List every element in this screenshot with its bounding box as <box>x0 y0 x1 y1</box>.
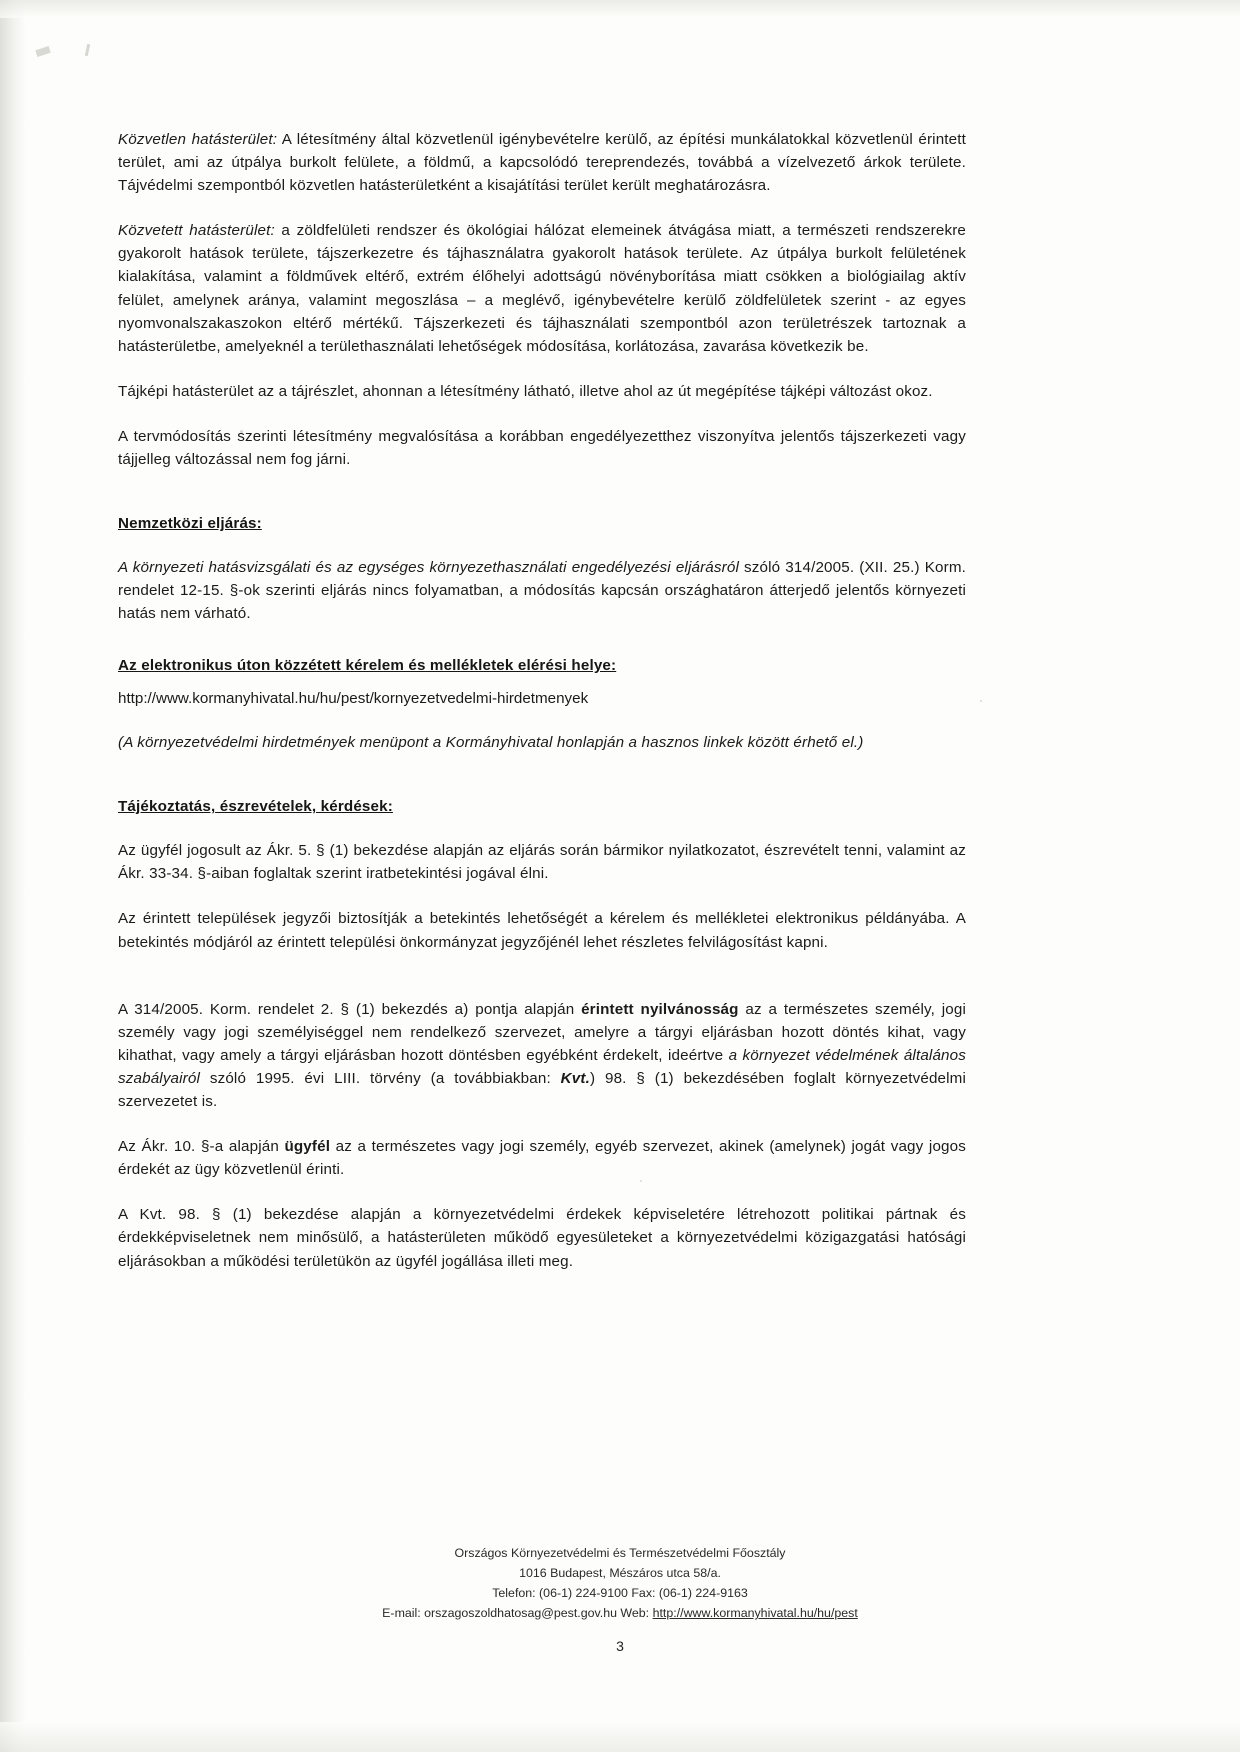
term-kozvetett-hatasterulet: Közvetett hatásterület: <box>118 222 275 240</box>
cited-regulation-title: A környezeti hatásvizsgálati és az egységes környezethasználati engedélyezési eljárásról <box>118 559 739 577</box>
footer-web-link[interactable]: http://www.kormanyhivatal.hu/hu/pest <box>652 1606 858 1621</box>
text-run: A Kvt. 98. § (1) bekezdése alapján a környezetvédelmi érdekek képviseletére létrehozott politikai pártnak és érdekképviseletnek nem minősülő, a hatásterületen működő egyesületeket a környezetvédelmi közigazgatási hatósági eljárásokban a működési területükön az ügyfél jogállása illeti meg. <box>118 1206 966 1270</box>
term-ugyfel: ügyfél <box>284 1138 331 1156</box>
paragraph-kozvetlen-hatasterulet <box>118 128 966 197</box>
text-run: Az Ákr. 10. §-a alapján <box>118 1138 285 1156</box>
scan-speck <box>980 700 982 702</box>
text-run: szóló 1995. évi LIII. törvény (a továbbiakban: <box>200 1069 561 1087</box>
heading-gap <box>118 829 966 839</box>
page-number: 3 <box>616 1638 624 1654</box>
paragraph-ugyfel-jogosult: Az ügyfél jogosult az Ákr. 5. § (1) bekezdése alapján az eljárás során bármikor nyilatkozatot, észrevételt tenni, valamint az Ákr. 33-34. §-aiban foglaltak szerint iratbetekintési jogával élni. <box>118 842 966 883</box>
scan-artifact-mark <box>35 46 50 57</box>
term-erintett-nyilvanossag: érintett nyilvánosság <box>581 1000 739 1018</box>
footer-email: E-mail: orszagoszoldhatosag@pest.gov.hu Web: <box>382 1606 653 1621</box>
text-run: A 314/2005. Korm. rendelet 2. § (1) bekezdés a) pontja alapján <box>118 1000 582 1018</box>
text-run: az a természetes vagy jogi személy, egyéb szervezet, akinek (amelynek) jogát vagy jogos érdekét az ügy közvetlenül érinti. <box>118 1138 966 1179</box>
document-body <box>118 128 966 1295</box>
publication-url[interactable]: http://www.kormanyhivatal.hu/hu/pest/kornyezetvedelmi-hirdetmenyek <box>118 690 589 708</box>
term-kozvetlen-hatasterulet: Közvetlen hatásterület: <box>118 131 278 148</box>
paragraph-betekintes: Az érintett települések jegyzői biztosítják a betekintés lehetőségét a kérelem és mellékletei elektronikus példányába. A betekintés módjáról az érintett települési önkormányzat jegyzőjénél lehet részletes felvilágosítást kapni. <box>118 910 966 951</box>
paragraph-kvt-98 <box>118 1203 966 1272</box>
paragraph-tervmodositas <box>118 425 966 471</box>
scan-edge-top <box>0 0 1240 18</box>
paragraph-text: Tájképi hatásterület az a tájrészlet, ahonnan a létesítmény látható, illetve ahol az út megépítése tájképi változást okoz. <box>118 382 933 400</box>
heading-gap <box>118 546 966 556</box>
footer-email-web <box>0 1603 1240 1623</box>
section-gap <box>118 976 966 998</box>
scan-edge-bottom <box>0 1722 1240 1752</box>
text-run: ) 98. § (1) bekezdésében foglalt környezetvédelmi szervezetet is. <box>118 1069 967 1111</box>
scan-artifact-mark-2 <box>85 44 90 56</box>
paragraph-text: A létesítmény által közvetlenül igénybevételre kerülő, az építési munkálatokkal közvetlenül érintett terület, ami az útpálya burkolt felülete, a földmű, a kapcsolódó tereprendezés, továbbá a vízelvezető árkok területe. Tájvédelmi szempontból közvetlen hatásterületként a kisajátítási terület került meghatározásra. <box>118 131 966 195</box>
section-gap <box>118 493 966 515</box>
section-gap <box>118 647 966 657</box>
paragraph-erintett-nyilvanossag <box>118 998 966 1113</box>
paragraph-tajkepi-hatasterulet <box>118 380 966 403</box>
heading-elektronikus-uton: Az elektronikus úton közzétett kérelem és mellékletek elérési helye: <box>118 657 617 675</box>
paragraph-text: szóló 314/2005. (XII. 25.) Korm. rendelet 12-15. §-ok szerinti eljárás nincs folyamatban, a módosítás kapcsán országhatáron átterjedő jelentős környezeti hatás nem várható. <box>118 559 966 623</box>
page-footer <box>0 1543 1240 1623</box>
text-run: az a természetes személy, jogi személy vagy jogi személyiséggel nem rendelkező szervezet, amelyre a tárgyi eljárásban hozott döntés kihat, vagy kihathat, vagy amely a tárgyi eljárásban hozott döntésben egyébként érdekelt, ideértve <box>118 1000 966 1064</box>
paragraph-ugyfel-definicio <box>118 1135 966 1181</box>
footer-phone-fax: Telefon: (06-1) 224-9100 Fax: (06-1) 224-9163 <box>492 1586 748 1601</box>
paragraph-text: a zöldfelületi rendszer és ökológiai hálózat elemeinek átvágása miatt, a természeti rendszerekre gyakorolt hatások területe, tájszerkezetre és tájhasználatra gyakorolt hatások területe. Az útpálya burkolt felületének kialakítása, valamint a földművek eltérő, extrém élőhelyi adottságú növényborítása miatt csökken a biológiailag aktív felület, amelynek aránya, valamint megoszlása – a meglévő, igénybevételre kerülő zöldfelületek szerint - az egyes nyomvonalszakaszokon eltérő mértékű. Tájszerkezeti és tájhasználati szempontból azon területrészek tartoznak a hatásterületbe, amelyeknél a területhasználati lehetőségek módosítása, korlátozása, zavarása következik be. <box>118 222 967 355</box>
paragraph-kozvetett-hatasterulet <box>118 219 966 358</box>
footer-office-name: Országos Környezetvédelmi és Természetvédelmi Főosztály <box>454 1546 786 1560</box>
heading-nemzetkozi-eljaras: Nemzetközi eljárás: <box>118 515 262 533</box>
scan-edge-left <box>0 0 26 1752</box>
paragraph-menu-note: (A környezetvédelmi hirdetmények menüpont a Kormányhivatal honlapján a hasznos linkek között érhető el.) <box>118 734 864 752</box>
cited-law-title: a környezet védelmének általános szabályairól <box>118 1046 966 1087</box>
heading-tajekoztatas: Tájékoztatás, észrevételek, kérdések: <box>118 798 393 816</box>
paragraph-text: A tervmódosítás szerinti létesítmény megvalósítása a korábban engedélyezetthez viszonyítva jelentős tájszerkezeti vagy tájjelleg változással nem fog járni. <box>118 427 966 469</box>
paragraph-nemzetkozi-eljaras <box>118 556 966 625</box>
footer-address: 1016 Budapest, Mészáros utca 58/a. <box>519 1566 721 1581</box>
section-gap <box>118 776 966 798</box>
abbreviation-kvt: Kvt. <box>560 1069 590 1087</box>
